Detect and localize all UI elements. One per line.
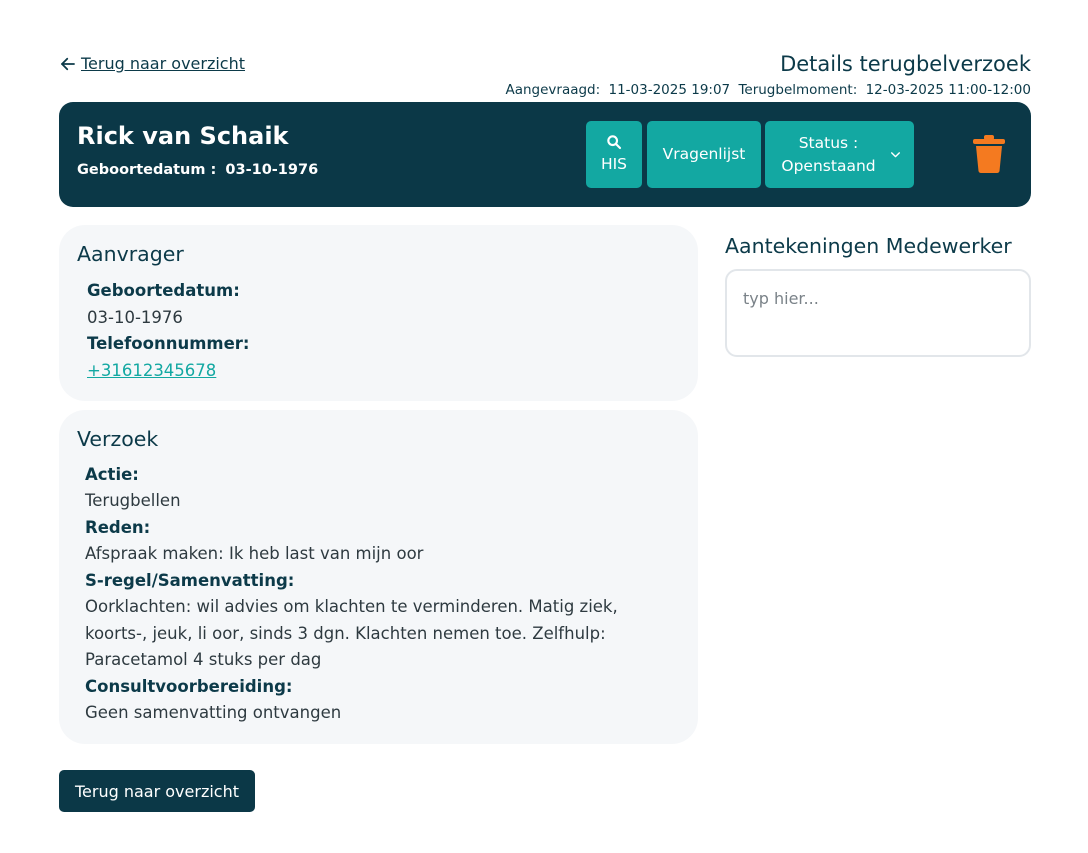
patient-name: Rick van Schaik bbox=[77, 122, 289, 150]
sregel-label: S-regel/Samenvatting: bbox=[85, 571, 295, 590]
notes-textarea[interactable] bbox=[725, 269, 1031, 357]
his-button-label: HIS bbox=[600, 154, 628, 173]
callback-label: Terugbelmoment: bbox=[738, 82, 858, 98]
patient-dob-label: Geboortedatum : bbox=[77, 162, 217, 178]
consult-label: Consultvoorbereiding: bbox=[85, 677, 293, 696]
back-to-overview-button[interactable] bbox=[59, 770, 255, 812]
actie-value: Terugbellen bbox=[85, 491, 181, 510]
his-button[interactable] bbox=[586, 121, 642, 188]
chevron-down-icon bbox=[889, 148, 902, 161]
search-icon bbox=[606, 134, 622, 150]
back-link-label: Terug naar overzicht bbox=[81, 54, 246, 73]
notes-title: Aantekeningen Medewerker bbox=[725, 234, 1012, 258]
aanvrager-phone-label: Telefoonnummer: bbox=[87, 334, 250, 353]
actie-label: Actie: bbox=[85, 465, 139, 484]
verzoek-card bbox=[59, 410, 698, 744]
requested-label: Aangevraagd: bbox=[505, 82, 601, 98]
callback-value: 12-03-2025 11:00-12:00 bbox=[865, 82, 1031, 98]
status-value: Openstaand bbox=[781, 156, 876, 175]
status-dropdown[interactable] bbox=[765, 121, 914, 188]
back-to-overview-link[interactable] bbox=[59, 54, 245, 73]
aanvrager-phone-link[interactable]: +31612345678 bbox=[87, 361, 217, 380]
verzoek-title: Verzoek bbox=[77, 427, 159, 451]
sregel-value: Oorklachten: wil advies om klachten te verminderen. Matig ziek, koorts-, jeuk, li oor, sinds 3 dgn. Klachten nemen toe. Zelfhulp: Paracetamol 4 stuks per dag bbox=[85, 597, 618, 669]
page-title: Details terugbelverzoek bbox=[780, 52, 1031, 76]
trash-icon[interactable] bbox=[972, 134, 1006, 174]
aanvrager-dob-value: 03-10-1976 bbox=[87, 308, 183, 327]
back-button-label: Terug naar overzicht bbox=[74, 781, 239, 801]
requested-value: 11-03-2025 19:07 bbox=[608, 82, 731, 98]
patient-dob-value: 03-10-1976 bbox=[225, 162, 319, 178]
consult-value: Geen samenvatting ontvangen bbox=[85, 703, 342, 722]
arrow-left-icon bbox=[59, 55, 77, 73]
vragenlijst-button-label: Vragenlijst bbox=[662, 145, 746, 164]
patient-header bbox=[59, 102, 1031, 207]
aanvrager-title: Aanvrager bbox=[77, 242, 184, 266]
request-meta bbox=[505, 82, 1031, 98]
vragenlijst-button[interactable] bbox=[647, 121, 761, 188]
reden-label: Reden: bbox=[85, 518, 151, 537]
aanvrager-card bbox=[59, 225, 698, 401]
aanvrager-dob-label: Geboortedatum: bbox=[87, 281, 240, 300]
status-label: Status : bbox=[798, 134, 859, 153]
patient-dob bbox=[77, 162, 318, 178]
reden-value: Afspraak maken: Ik heb last van mijn oor bbox=[85, 544, 424, 563]
